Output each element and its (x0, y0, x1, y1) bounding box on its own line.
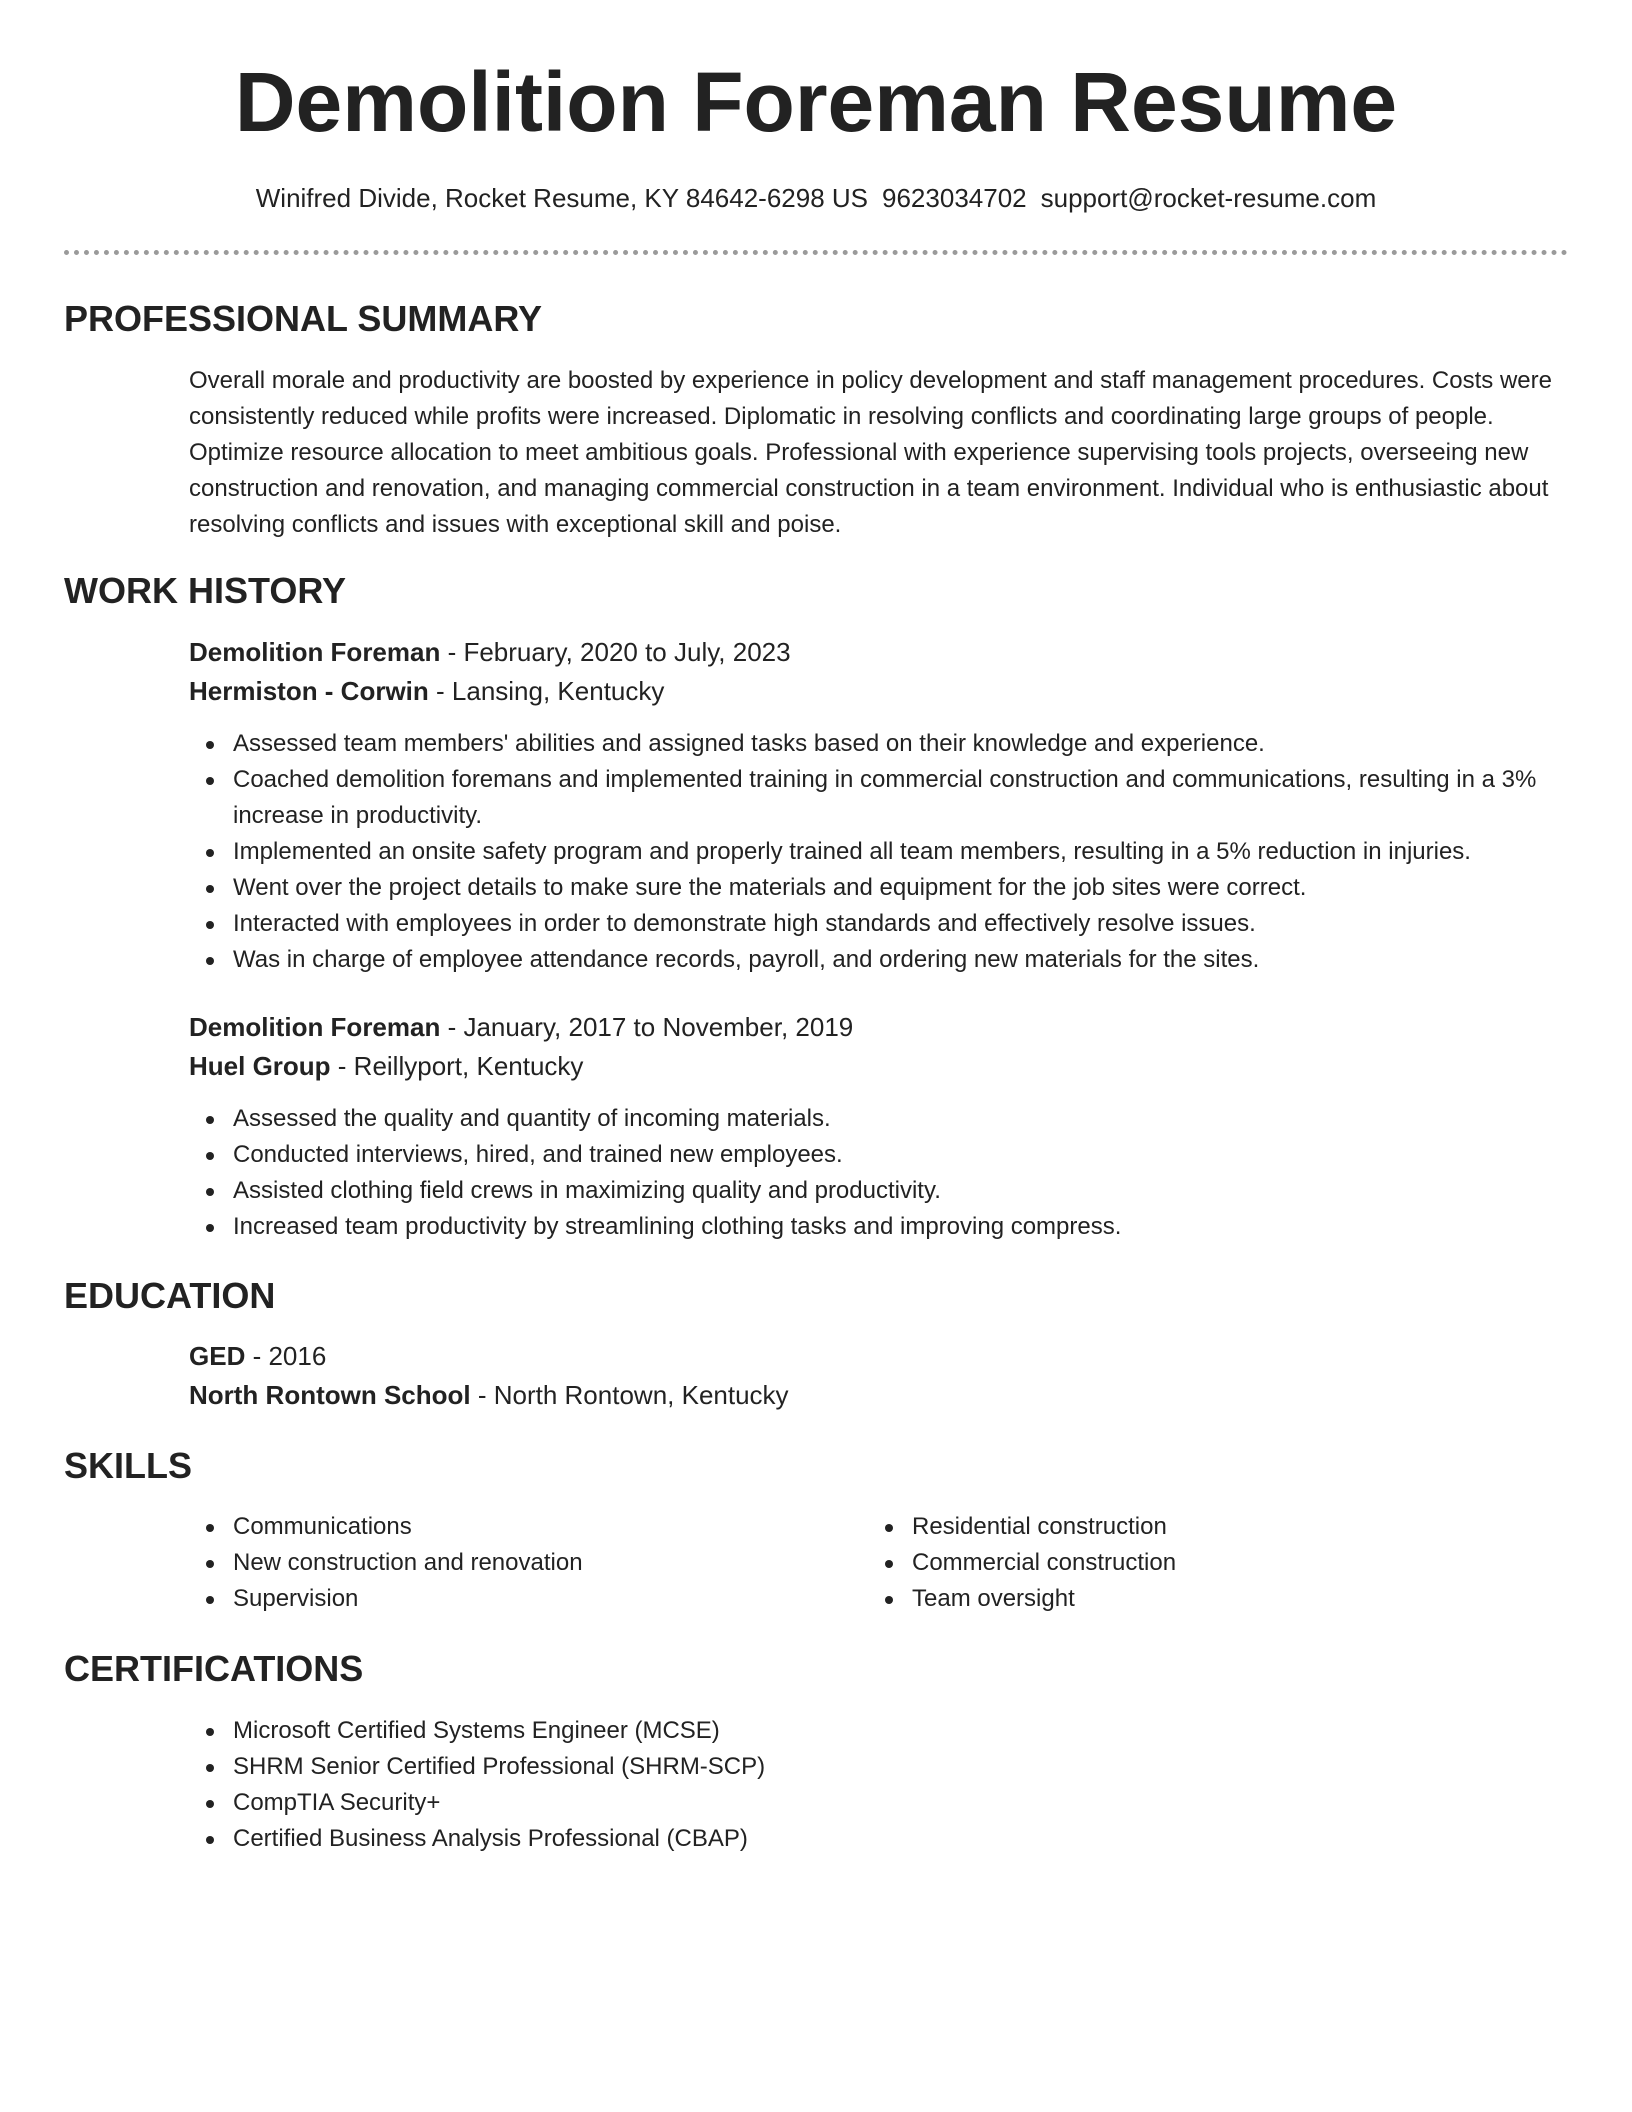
list-item: Microsoft Certified Systems Engineer (MCSE) (233, 1713, 1569, 1749)
job-location: - Lansing, Kentucky (428, 676, 665, 706)
certifications-heading: CERTIFICATIONS (64, 1648, 364, 1689)
skills-list-left (189, 1509, 789, 1617)
education-degree-line (189, 1337, 1569, 1376)
education-block (189, 1337, 1569, 1415)
education-degree: GED (189, 1341, 246, 1371)
job-dates: - January, 2017 to November, 2019 (440, 1012, 854, 1042)
job-entry-2 (189, 1008, 1569, 1245)
job-location: - Reillyport, Kentucky (330, 1051, 584, 1081)
list-item: Interacted with employees in order to demonstrate high standards and effectively resolve issues. (233, 906, 1569, 942)
list-item: Certified Business Analysis Professional (CBAP) (233, 1821, 1569, 1857)
summary-text: Overall morale and productivity are boosted by experience in policy development and staff management procedures. Costs were consistently reduced while profits were increased. Diplomatic in resolving conflicts and coordinating large groups of people. Optimize resource allocation to meet ambitious goals. Professional with experience supervising tools projects, overseeing new construction and renovation, and managing commercial construction in a team environment. Individual who is enthusiastic about resolving conflicts and issues with exceptional skill and poise. (189, 367, 1552, 538)
skills-column-right (868, 1509, 1468, 1617)
contact-email: support@rocket-resume.com (1040, 183, 1377, 213)
job-entry-1 (189, 633, 1569, 978)
list-item: Conducted interviews, hired, and trained new employees. (233, 1137, 1569, 1173)
job-title-line (189, 1008, 1569, 1047)
education-school-line (189, 1376, 1569, 1415)
job-title: Demolition Foreman (189, 1012, 441, 1042)
list-item: Communications (233, 1509, 789, 1545)
list-item: Assessed team members' abilities and assigned tasks based on their knowledge and experience. (233, 726, 1569, 762)
job-company-line (189, 672, 1569, 711)
job-duties-list (189, 1101, 1569, 1245)
skills-column-left (189, 1509, 789, 1617)
list-item: Went over the project details to make sure the materials and equipment for the job sites were correct. (233, 870, 1569, 906)
list-item: Team oversight (912, 1581, 1468, 1617)
list-item: CompTIA Security+ (233, 1785, 1569, 1821)
list-item: New construction and renovation (233, 1545, 789, 1581)
job-title-line (189, 633, 1569, 672)
education-location: - North Rontown, Kentucky (470, 1380, 789, 1410)
summary-heading: PROFESSIONAL SUMMARY (64, 298, 543, 339)
job-company: Hermiston - Corwin (189, 676, 429, 706)
job-title: Demolition Foreman (189, 637, 441, 667)
list-item: Supervision (233, 1581, 789, 1617)
list-item: Was in charge of employee attendance records, payroll, and ordering new materials for the sites. (233, 942, 1569, 978)
job-company-line (189, 1047, 1569, 1086)
list-item: Assisted clothing field crews in maximizing quality and productivity. (233, 1173, 1569, 1209)
skills-list-right (868, 1509, 1468, 1617)
job-dates: - February, 2020 to July, 2023 (440, 637, 791, 667)
list-item: Assessed the quality and quantity of incoming materials. (233, 1101, 1569, 1137)
resume-title: Demolition Foreman Resume (234, 55, 1398, 149)
contact-phone: 9623034702 (882, 183, 1027, 213)
list-item: Residential construction (912, 1509, 1468, 1545)
list-item: Implemented an onsite safety program and properly trained all team members, resulting in a 5% reduction in injuries. (233, 834, 1569, 870)
work-history-heading: WORK HISTORY (64, 570, 347, 611)
education-year: - 2016 (245, 1341, 327, 1371)
list-item: Increased team productivity by streamlining clothing tasks and improving compress. (233, 1209, 1569, 1245)
list-item: SHRM Senior Certified Professional (SHRM-SCP) (233, 1749, 1569, 1785)
contact-address: Winifred Divide, Rocket Resume, KY 84642-6298 US (255, 183, 869, 213)
education-school: North Rontown School (189, 1380, 471, 1410)
certifications-list (189, 1713, 1569, 1857)
list-item: Coached demolition foremans and implemented training in commercial construction and communications, resulting in a 3% increase in productivity. (233, 762, 1569, 834)
certifications-block (189, 1713, 1569, 1857)
list-item: Commercial construction (912, 1545, 1468, 1581)
education-heading: EDUCATION (64, 1275, 276, 1316)
summary-block (189, 363, 1569, 543)
header-divider (64, 250, 1568, 255)
skills-heading: SKILLS (64, 1445, 193, 1486)
job-duties-list (189, 726, 1569, 978)
contact-line (0, 178, 1632, 218)
job-company: Huel Group (189, 1051, 331, 1081)
